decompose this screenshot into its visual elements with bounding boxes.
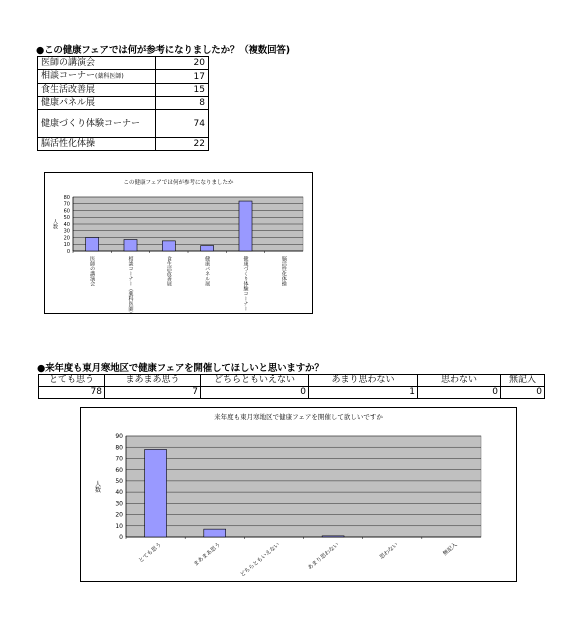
table-row [38, 70, 209, 84]
chart1-box [44, 172, 313, 314]
section2-heading: ●来年度も東月寒地区で健康フェアを開催してほしいと思いますか？ [37, 363, 324, 374]
x-tick-label: 健康づくり体験コーナー [242, 256, 249, 311]
x-tick-label: 思わない [378, 541, 400, 561]
chart2-box [80, 407, 517, 582]
table-row [38, 138, 209, 151]
y-axis-label: 人数 [93, 480, 101, 493]
y-tick-label: 80 [115, 444, 123, 452]
value-cell: 7 [105, 387, 201, 399]
y-tick-label: 30 [63, 228, 70, 235]
value-cell: 1 [309, 387, 418, 399]
y-tick-label: 70 [63, 201, 70, 208]
row-label: 食生活改善展 [38, 84, 156, 97]
y-tick-label: 60 [63, 208, 70, 215]
header-cell: とても思う [39, 375, 105, 387]
bar [124, 240, 137, 251]
row-value: 8 [155, 97, 208, 110]
table-row [39, 387, 545, 399]
row-label-main: 相談コーナー [41, 71, 96, 81]
x-tick-label: 脳活性化体操 [280, 256, 287, 286]
header-cell: どちらともいえない [201, 375, 309, 387]
y-tick-label: 0 [119, 534, 123, 542]
section1-table [37, 56, 209, 151]
bar [322, 536, 344, 537]
y-tick-label: 70 [115, 455, 123, 463]
table-row [38, 97, 209, 110]
bar [162, 241, 175, 251]
x-tick-label: とても思う [137, 541, 163, 565]
row-label: 健康づくり体験コーナー [38, 110, 156, 138]
header-cell: 無記入 [501, 375, 545, 387]
y-tick-label: 60 [115, 466, 123, 474]
x-tick-label: まあまあ思う [192, 541, 223, 568]
x-tick-label: 健康パネル展 [204, 256, 211, 286]
y-axis-label: 人数 [52, 219, 58, 229]
bar [239, 201, 252, 251]
y-tick-label: 10 [115, 522, 123, 530]
x-tick-label: 医師の講演会 [89, 256, 96, 286]
y-tick-label: 90 [115, 433, 123, 441]
row-label: 医師の講演会 [38, 57, 156, 70]
table-row [38, 57, 209, 70]
row-value: 20 [155, 57, 208, 70]
header-cell: 思わない [418, 375, 501, 387]
y-tick-label: 20 [63, 235, 70, 242]
bar [204, 529, 226, 537]
header-cell: あまり思わない [309, 375, 418, 387]
row-label: 健康パネル展 [38, 97, 156, 110]
row-value: 74 [155, 110, 208, 138]
plot-area [126, 436, 481, 537]
row-label [38, 70, 156, 84]
row-label-note: (薬科医師) [95, 73, 124, 80]
chart2 [81, 408, 516, 581]
header-cell: まあまあ思う [105, 375, 201, 387]
y-tick-label: 80 [63, 194, 70, 201]
bar [86, 238, 99, 252]
y-tick-label: 20 [115, 511, 123, 519]
x-tick-label: あまり思わない [307, 541, 341, 572]
x-tick-label: 相談コーナー（薬科医師） [127, 256, 134, 313]
chart-title: この健康フェアでは何が参考になりましたか [123, 180, 234, 186]
y-tick-label: 10 [63, 242, 70, 248]
y-tick-label: 40 [115, 489, 123, 497]
section1-heading: ●この健康フェアでは何が参考になりましたか？（複数回答) [36, 45, 290, 56]
value-cell: 0 [418, 387, 501, 399]
bar [145, 449, 167, 537]
bar [201, 246, 214, 251]
y-tick-label: 30 [115, 500, 123, 508]
x-tick-label: 無記入 [442, 541, 459, 558]
table-row [38, 84, 209, 97]
chart-title: 来年度も東月寒地区で健康フェアを開催して欲しいですか [214, 413, 383, 421]
section2-table [38, 374, 545, 399]
row-value: 17 [155, 70, 208, 84]
value-cell: 0 [501, 387, 545, 399]
row-value: 22 [155, 138, 208, 151]
x-tick-label: 食生活改善展 [165, 256, 172, 286]
x-tick-label: どちらともいえない [239, 541, 282, 579]
y-tick-label: 0 [66, 248, 70, 255]
y-tick-label: 50 [63, 215, 70, 221]
row-value: 15 [155, 84, 208, 97]
chart1 [45, 173, 312, 313]
table-row [38, 110, 209, 138]
row-label: 脳活性化体操 [38, 138, 156, 151]
value-cell: 0 [201, 387, 309, 399]
y-tick-label: 50 [115, 477, 123, 485]
y-tick-label: 40 [63, 221, 70, 228]
value-cell: 78 [39, 387, 105, 399]
table-header-row [39, 375, 545, 387]
